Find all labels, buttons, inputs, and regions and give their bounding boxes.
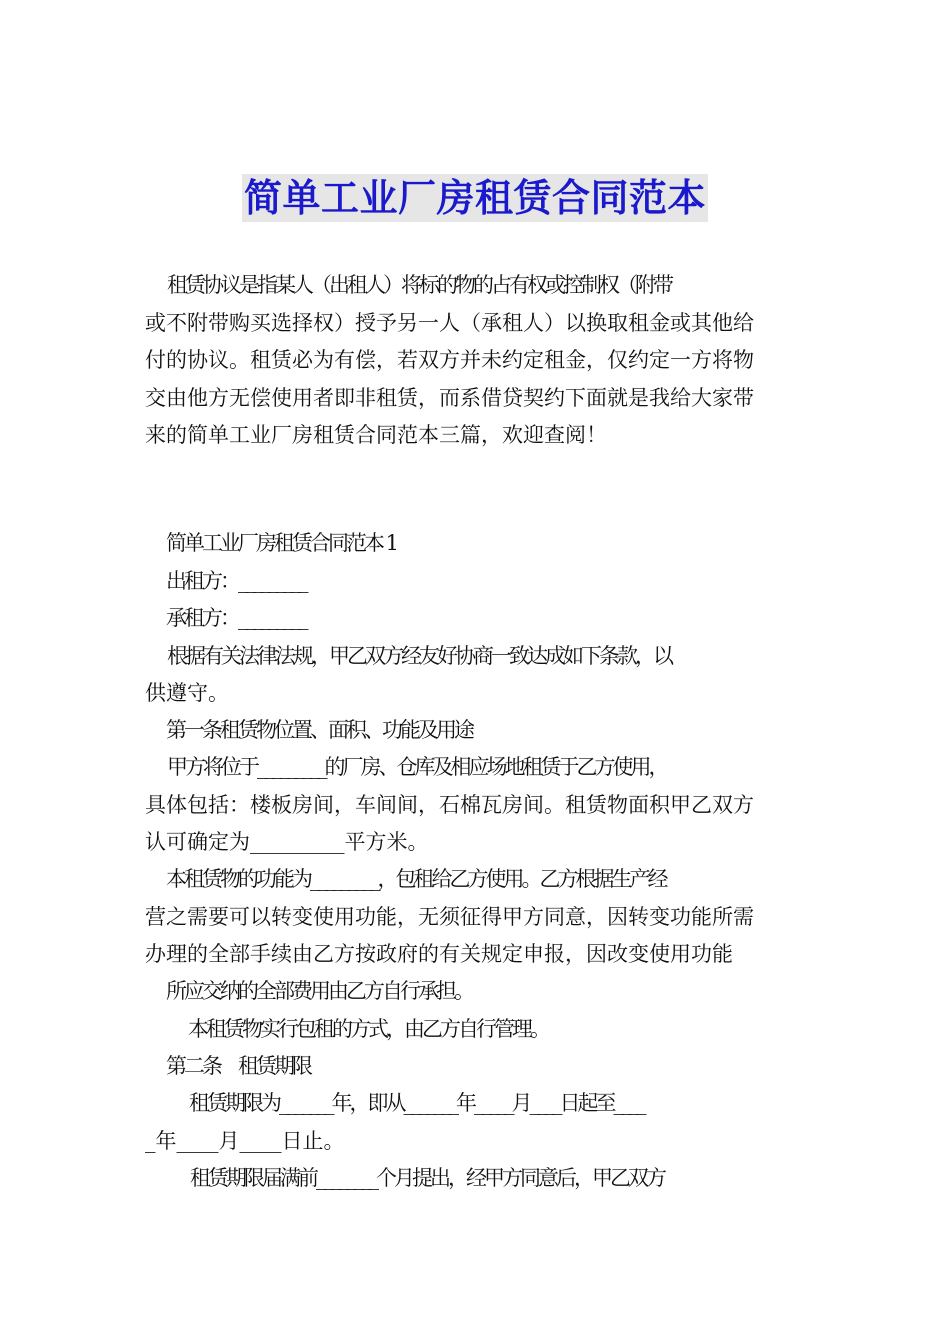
body-line: 认可确定为_________平方米。 <box>145 830 429 854</box>
document-title: 简单工业厂房租赁合同范本 <box>243 176 706 220</box>
intro-line: 付的协议。租赁必为有偿，若双方并未约定租金，仅约定一方将物 <box>145 348 754 372</box>
intro-line: 或不附带购买选择权）授予另一人（承租人）以换取租金或其他给 <box>145 311 754 335</box>
body-line: 供遵守。 <box>145 681 229 705</box>
body-line: 本租赁物的功能为_________，包租给乙方使用。乙方根据生产经 <box>166 867 666 891</box>
body-line: 甲方将位于_________的厂房、仓库及相应场地租赁于乙方使用， <box>167 755 667 779</box>
title-container <box>0 174 950 222</box>
body-line: 营之需要可以转变使用功能，无须征得甲方同意，因转变功能所需 <box>145 905 754 929</box>
article-2-heading: 第二条 租赁期限 <box>166 1054 310 1078</box>
intro-line: 来的简单工业厂房租赁合同范本三篇，欢迎查阅！ <box>145 423 607 447</box>
body-line: _年____月____日止。 <box>145 1129 345 1153</box>
body-line: 根据有关法律法规，甲乙双方经友好协商一致达成如下条款，以 <box>167 644 671 668</box>
lessor-field: 出租方：_________ <box>166 569 306 593</box>
lessee-field: 承租方：_________ <box>166 606 306 630</box>
article-1-heading: 第一条租赁物位置、面积、功能及用途 <box>166 718 472 742</box>
body-line: 本租赁物实行包租的方式，由乙方自行管理。 <box>188 1017 548 1041</box>
intro-line: 租赁协议是指某人（出租人）将标的物的占有权或控制权（附带 <box>167 273 671 297</box>
contract-heading: 简单工业厂房租赁合同范本 1 <box>166 531 397 555</box>
body-line: 租赁期限届满前________个月提出，经甲方同意后，甲乙双方 <box>190 1166 664 1190</box>
body-line: 具体包括：楼板房间，车间间，石棉瓦房间。租赁物面积甲乙双方 <box>145 793 754 817</box>
body-line: 办理的全部手续由乙方按政府的有关规定申报，因改变使用功能 <box>145 942 733 966</box>
body-line: 所应交纳的全部费用由乙方自行承担。 <box>166 979 472 1003</box>
intro-line: 交由他方无偿使用者即非租赁，而系借贷契约下面就是我给大家带 <box>145 386 754 410</box>
body-line: 租赁期限为_______年，即从_______年_____月____日起至____ <box>189 1091 644 1115</box>
